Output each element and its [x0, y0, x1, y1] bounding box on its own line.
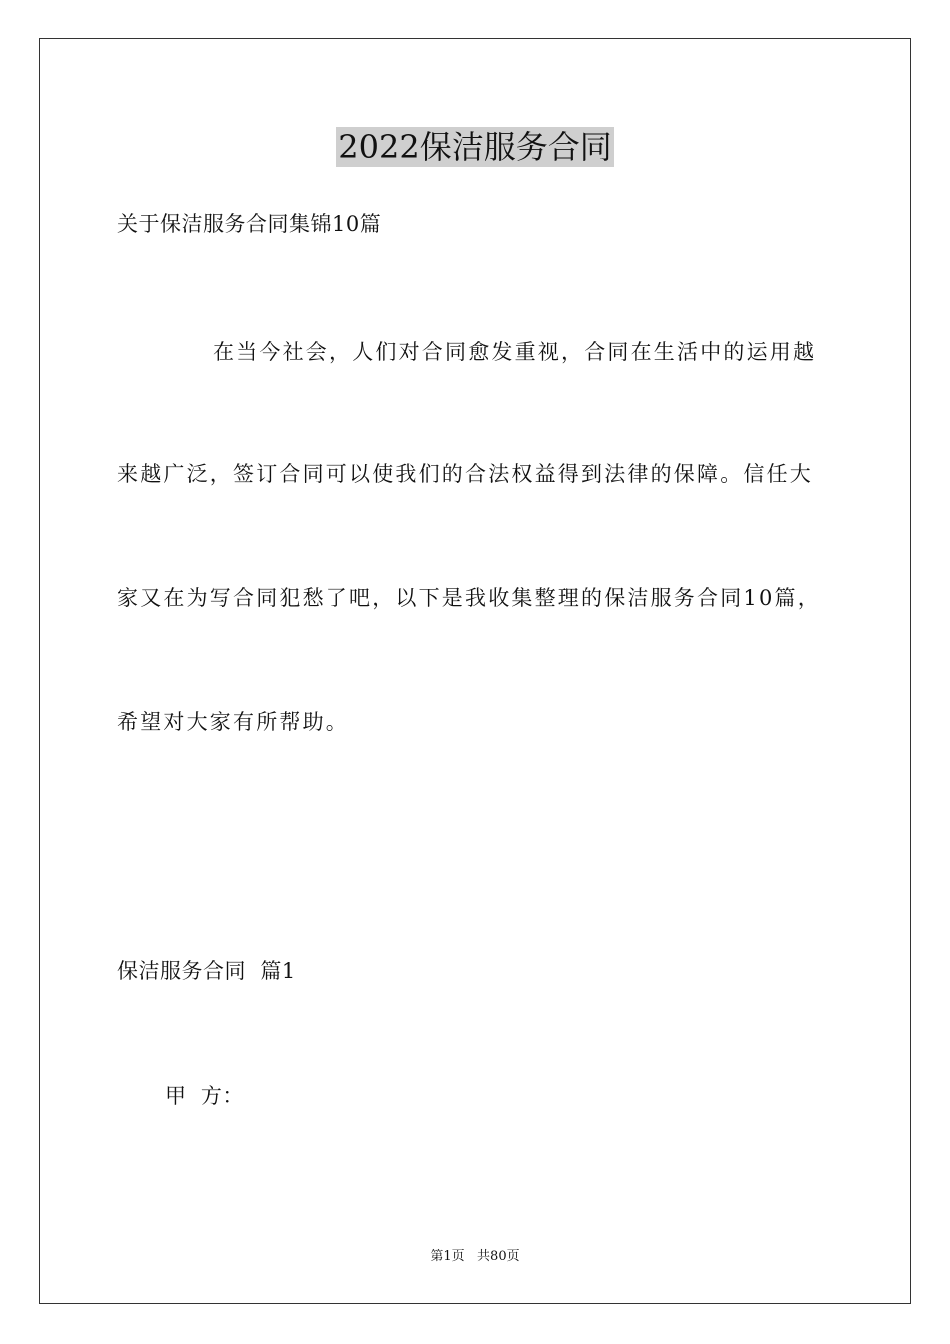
title-container: [0, 127, 950, 167]
party-a-label: 甲 方：: [165, 1084, 244, 1108]
page-footer: 第1页 共80页: [430, 1249, 520, 1264]
intro-paragraph-line-4: 希望对大家有所帮助。: [117, 710, 349, 734]
document-subtitle: 关于保洁服务合同集锦10篇: [117, 212, 382, 236]
section-heading: 保洁服务合同 篇1: [117, 959, 296, 983]
intro-paragraph-line-2: 来越广泛，签订合同可以使我们的合法权益得到法律的保障。信任大: [117, 462, 813, 486]
intro-paragraph-line-3: 家又在为写合同犯愁了吧，以下是我收集整理的保洁服务合同10篇，: [117, 586, 821, 610]
intro-paragraph-line-1: 在当今社会，人们对合同愈发重视，合同在生活中的运用越: [213, 340, 817, 364]
document-title: 2022保洁服务合同: [338, 128, 612, 166]
